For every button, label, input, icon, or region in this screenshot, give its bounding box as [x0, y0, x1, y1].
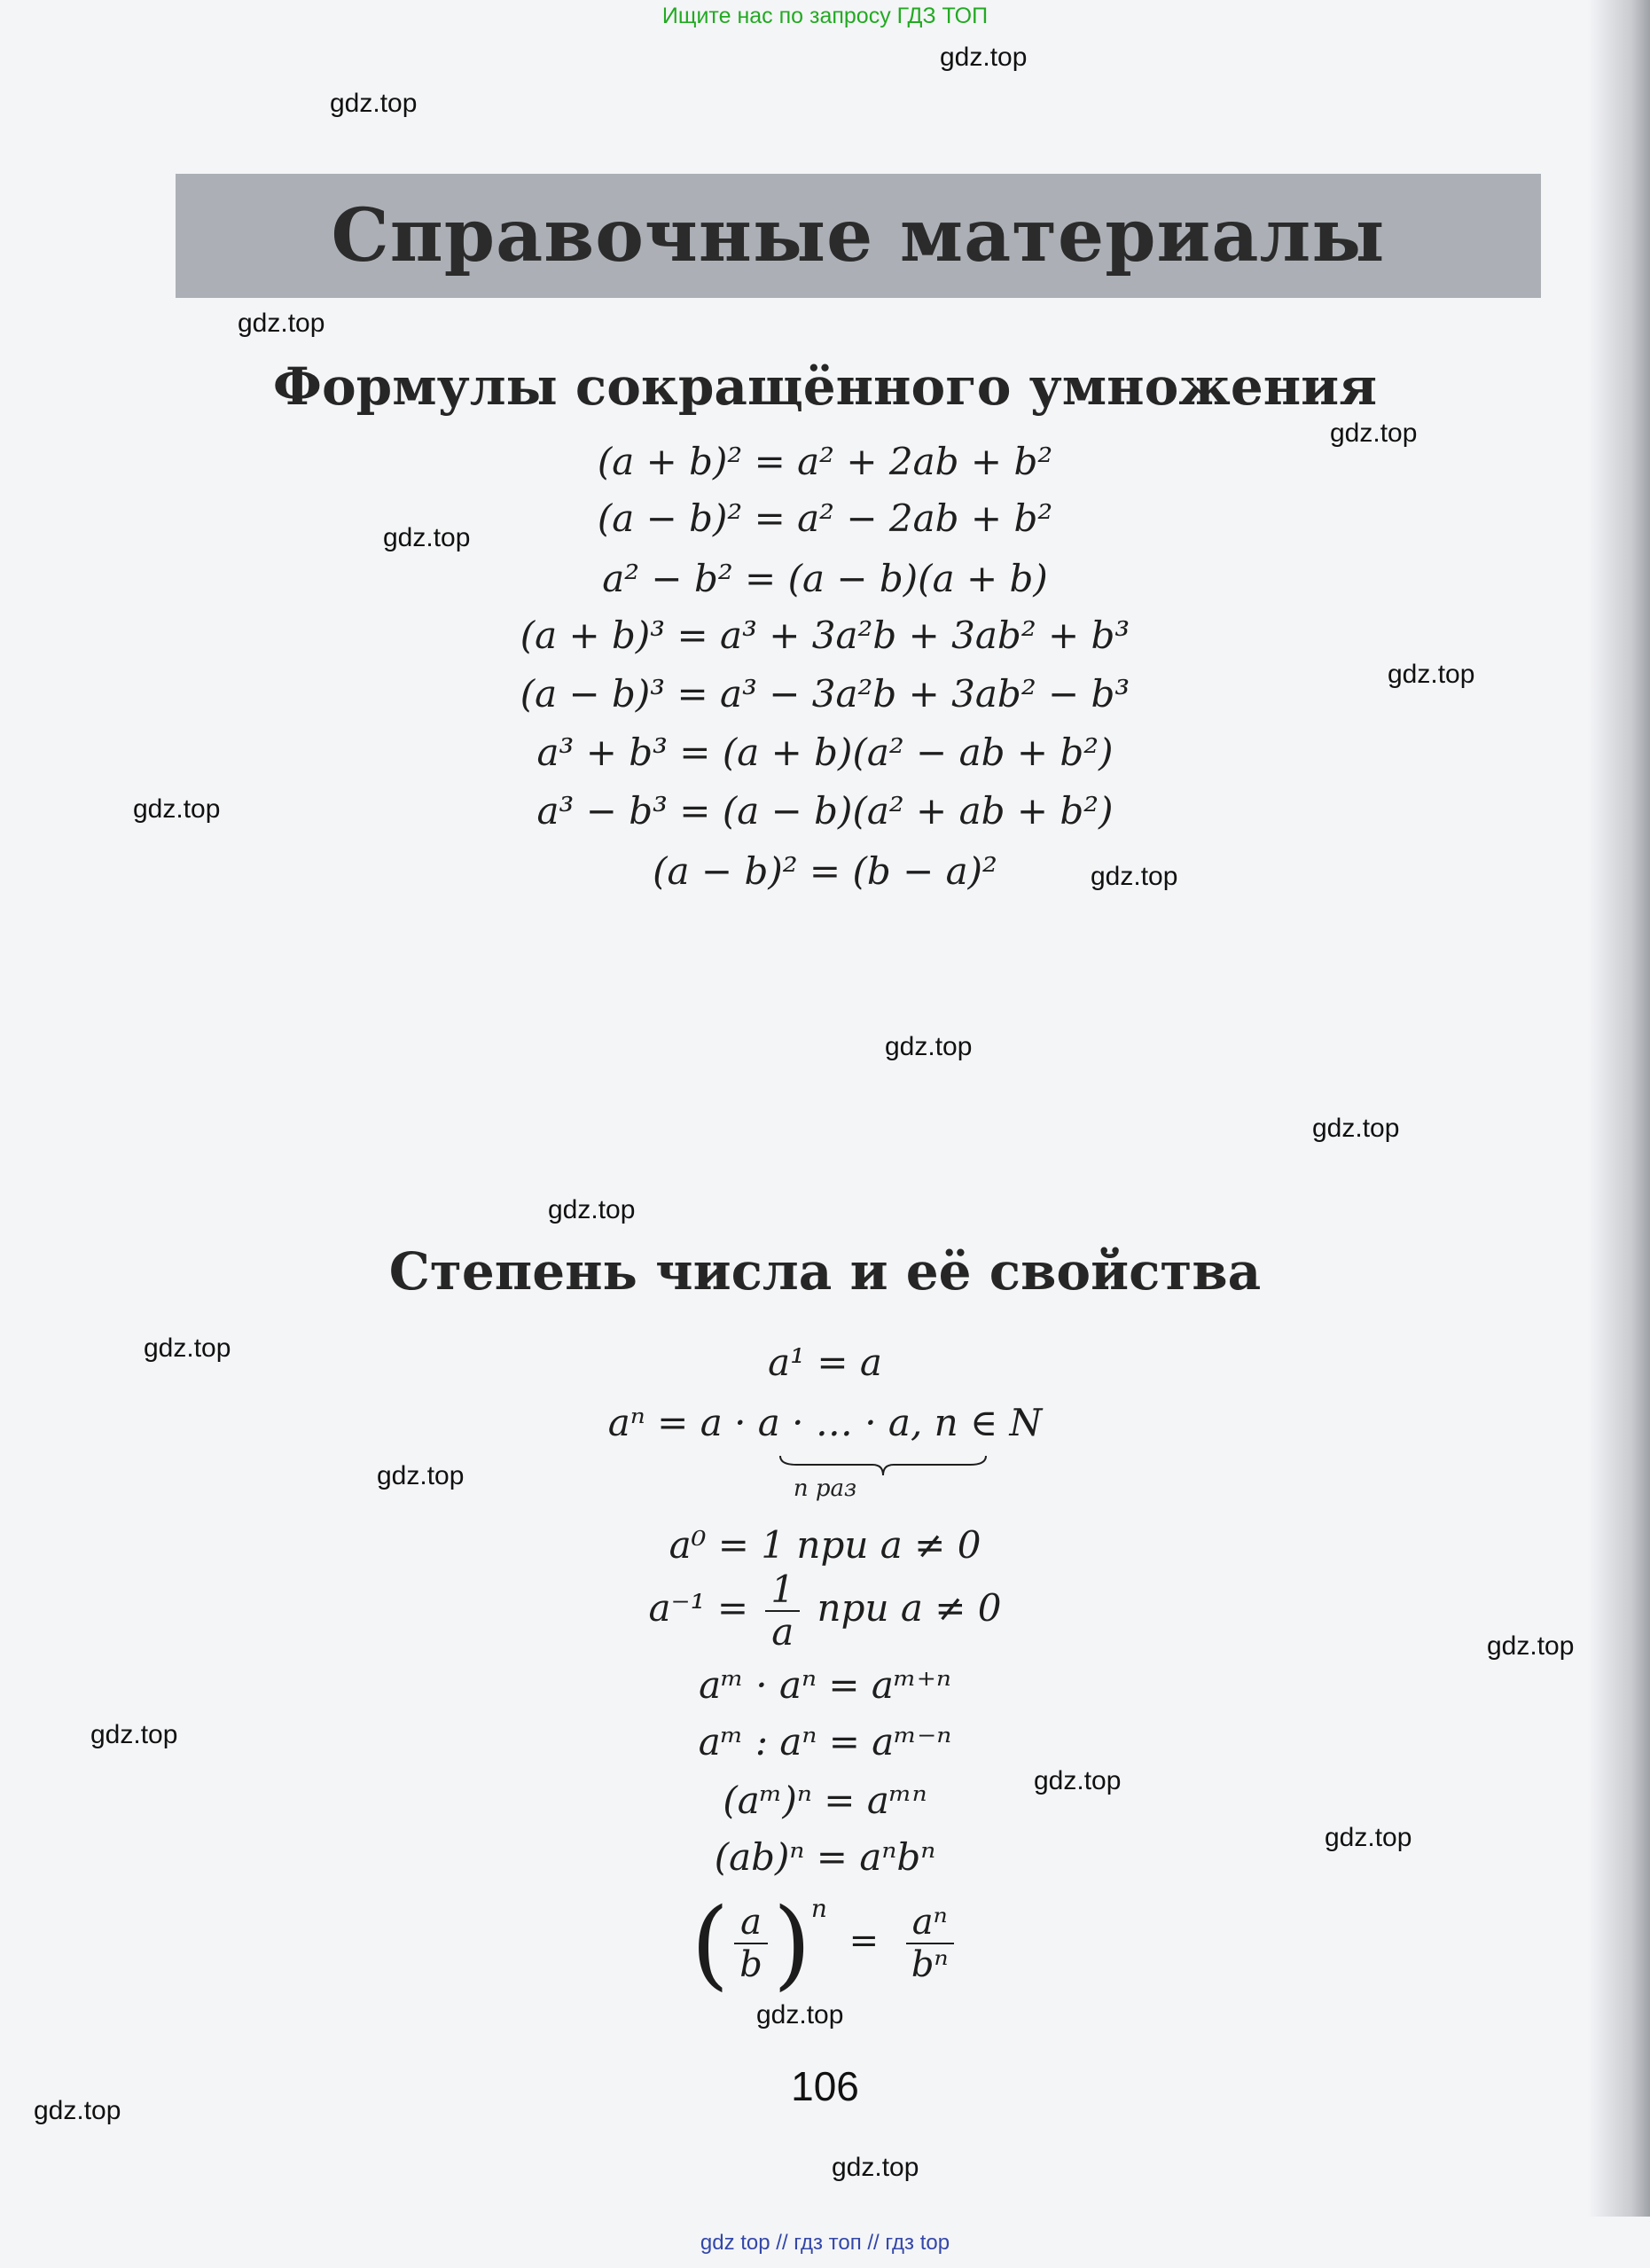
watermark[interactable]: gdz.top: [1312, 1114, 1400, 1143]
power-item: aⁿ = a · a · … · a, n ∈ N: [607, 1401, 1043, 1444]
watermark[interactable]: gdz.top: [133, 794, 221, 824]
watermark[interactable]: gdz.top: [383, 523, 471, 552]
page-edge-shadow: [1588, 0, 1650, 2217]
formula-item: (a + b)³ = a³ + 3a²b + 3ab² + b³: [520, 614, 1130, 657]
formula-item: a³ + b³ = (a + b)(a² − ab + b²): [536, 731, 1114, 774]
underbrace-icon: [778, 1454, 988, 1477]
power-item: (ab)ⁿ = aⁿbⁿ: [714, 1835, 936, 1879]
exponent: n: [810, 1894, 827, 1923]
power-item: aᵐ · aⁿ = aᵐ⁺ⁿ: [699, 1663, 951, 1707]
power-item: (aᵐ)ⁿ = aᵐⁿ: [723, 1779, 927, 1822]
watermark[interactable]: gdz.top: [1091, 862, 1178, 891]
watermark[interactable]: gdz.top: [832, 2153, 919, 2182]
watermark[interactable]: gdz.top: [1330, 418, 1418, 448]
bottom-banner[interactable]: gdz top // гдз топ // гдз top: [700, 2231, 950, 2255]
watermark[interactable]: gdz.top: [377, 1461, 465, 1490]
result-denominator: bⁿ: [911, 1944, 949, 1985]
watermark[interactable]: gdz.top: [238, 309, 325, 338]
top-banner[interactable]: Ищите нас по запросу ГДЗ ТОП: [661, 4, 989, 28]
formula-item: a² − b² = (a − b)(a + b): [602, 557, 1048, 600]
powers-section-title: Степень числа и её свойства: [388, 1241, 1262, 1302]
power-inverse-row: [0, 1569, 1650, 1653]
watermark[interactable]: gdz.top: [940, 43, 1028, 72]
power-item: a¹ = a: [768, 1341, 882, 1384]
watermark[interactable]: gdz.top: [144, 1333, 231, 1363]
page-title: Справочные материалы: [331, 193, 1386, 278]
watermark[interactable]: gdz.top: [1388, 660, 1475, 689]
right-paren: ): [772, 1887, 811, 2000]
brace-note: n раз: [793, 1475, 857, 1502]
power-item: aᵐ : aⁿ = aᵐ⁻ⁿ: [698, 1720, 952, 1764]
power-item: a⁰ = 1 при a ≠ 0: [669, 1523, 981, 1567]
quotient-power-rule: [0, 1887, 1650, 2000]
watermark[interactable]: gdz.top: [34, 2096, 121, 2125]
formula-item: (a − b)² = a² − 2ab + b²: [597, 497, 1053, 540]
watermark[interactable]: gdz.top: [330, 89, 418, 118]
formula-item: a³ − b³ = (a − b)(a² + ab + b²): [536, 789, 1114, 833]
formulas-section-title: Формулы сокращённого умножения: [272, 356, 1378, 417]
power-inverse-condition: при a ≠ 0: [817, 1586, 1002, 1630]
formula-item: (a − b)³ = a³ − 3a²b + 3ab² − b³: [520, 672, 1130, 716]
watermark[interactable]: gdz.top: [1034, 1766, 1122, 1795]
equals-sign: =: [848, 1920, 880, 1961]
inverse-fraction: [765, 1569, 800, 1653]
inner-numerator: a: [734, 1902, 768, 1944]
watermark[interactable]: gdz.top: [756, 2000, 844, 2029]
power-inverse-lhs: a⁻¹ =: [648, 1586, 749, 1630]
watermark[interactable]: gdz.top: [90, 1720, 178, 1749]
result-numerator: aⁿ: [906, 1902, 954, 1944]
fraction-numerator: 1: [765, 1569, 800, 1612]
watermark[interactable]: gdz.top: [1325, 1823, 1412, 1852]
formula-item: (a − b)² = (b − a)²: [653, 849, 997, 893]
formula-item: (a + b)² = a² + 2ab + b²: [597, 440, 1053, 483]
left-paren: (: [691, 1887, 730, 2000]
watermark[interactable]: gdz.top: [1487, 1631, 1575, 1661]
page-number: 106: [791, 2063, 859, 2109]
watermark[interactable]: gdz.top: [548, 1195, 636, 1224]
result-fraction: [906, 1902, 954, 1985]
inner-denominator: b: [739, 1944, 762, 1985]
watermark[interactable]: gdz.top: [885, 1032, 973, 1061]
inner-fraction: [734, 1902, 768, 1985]
fraction-denominator: a: [771, 1610, 794, 1654]
